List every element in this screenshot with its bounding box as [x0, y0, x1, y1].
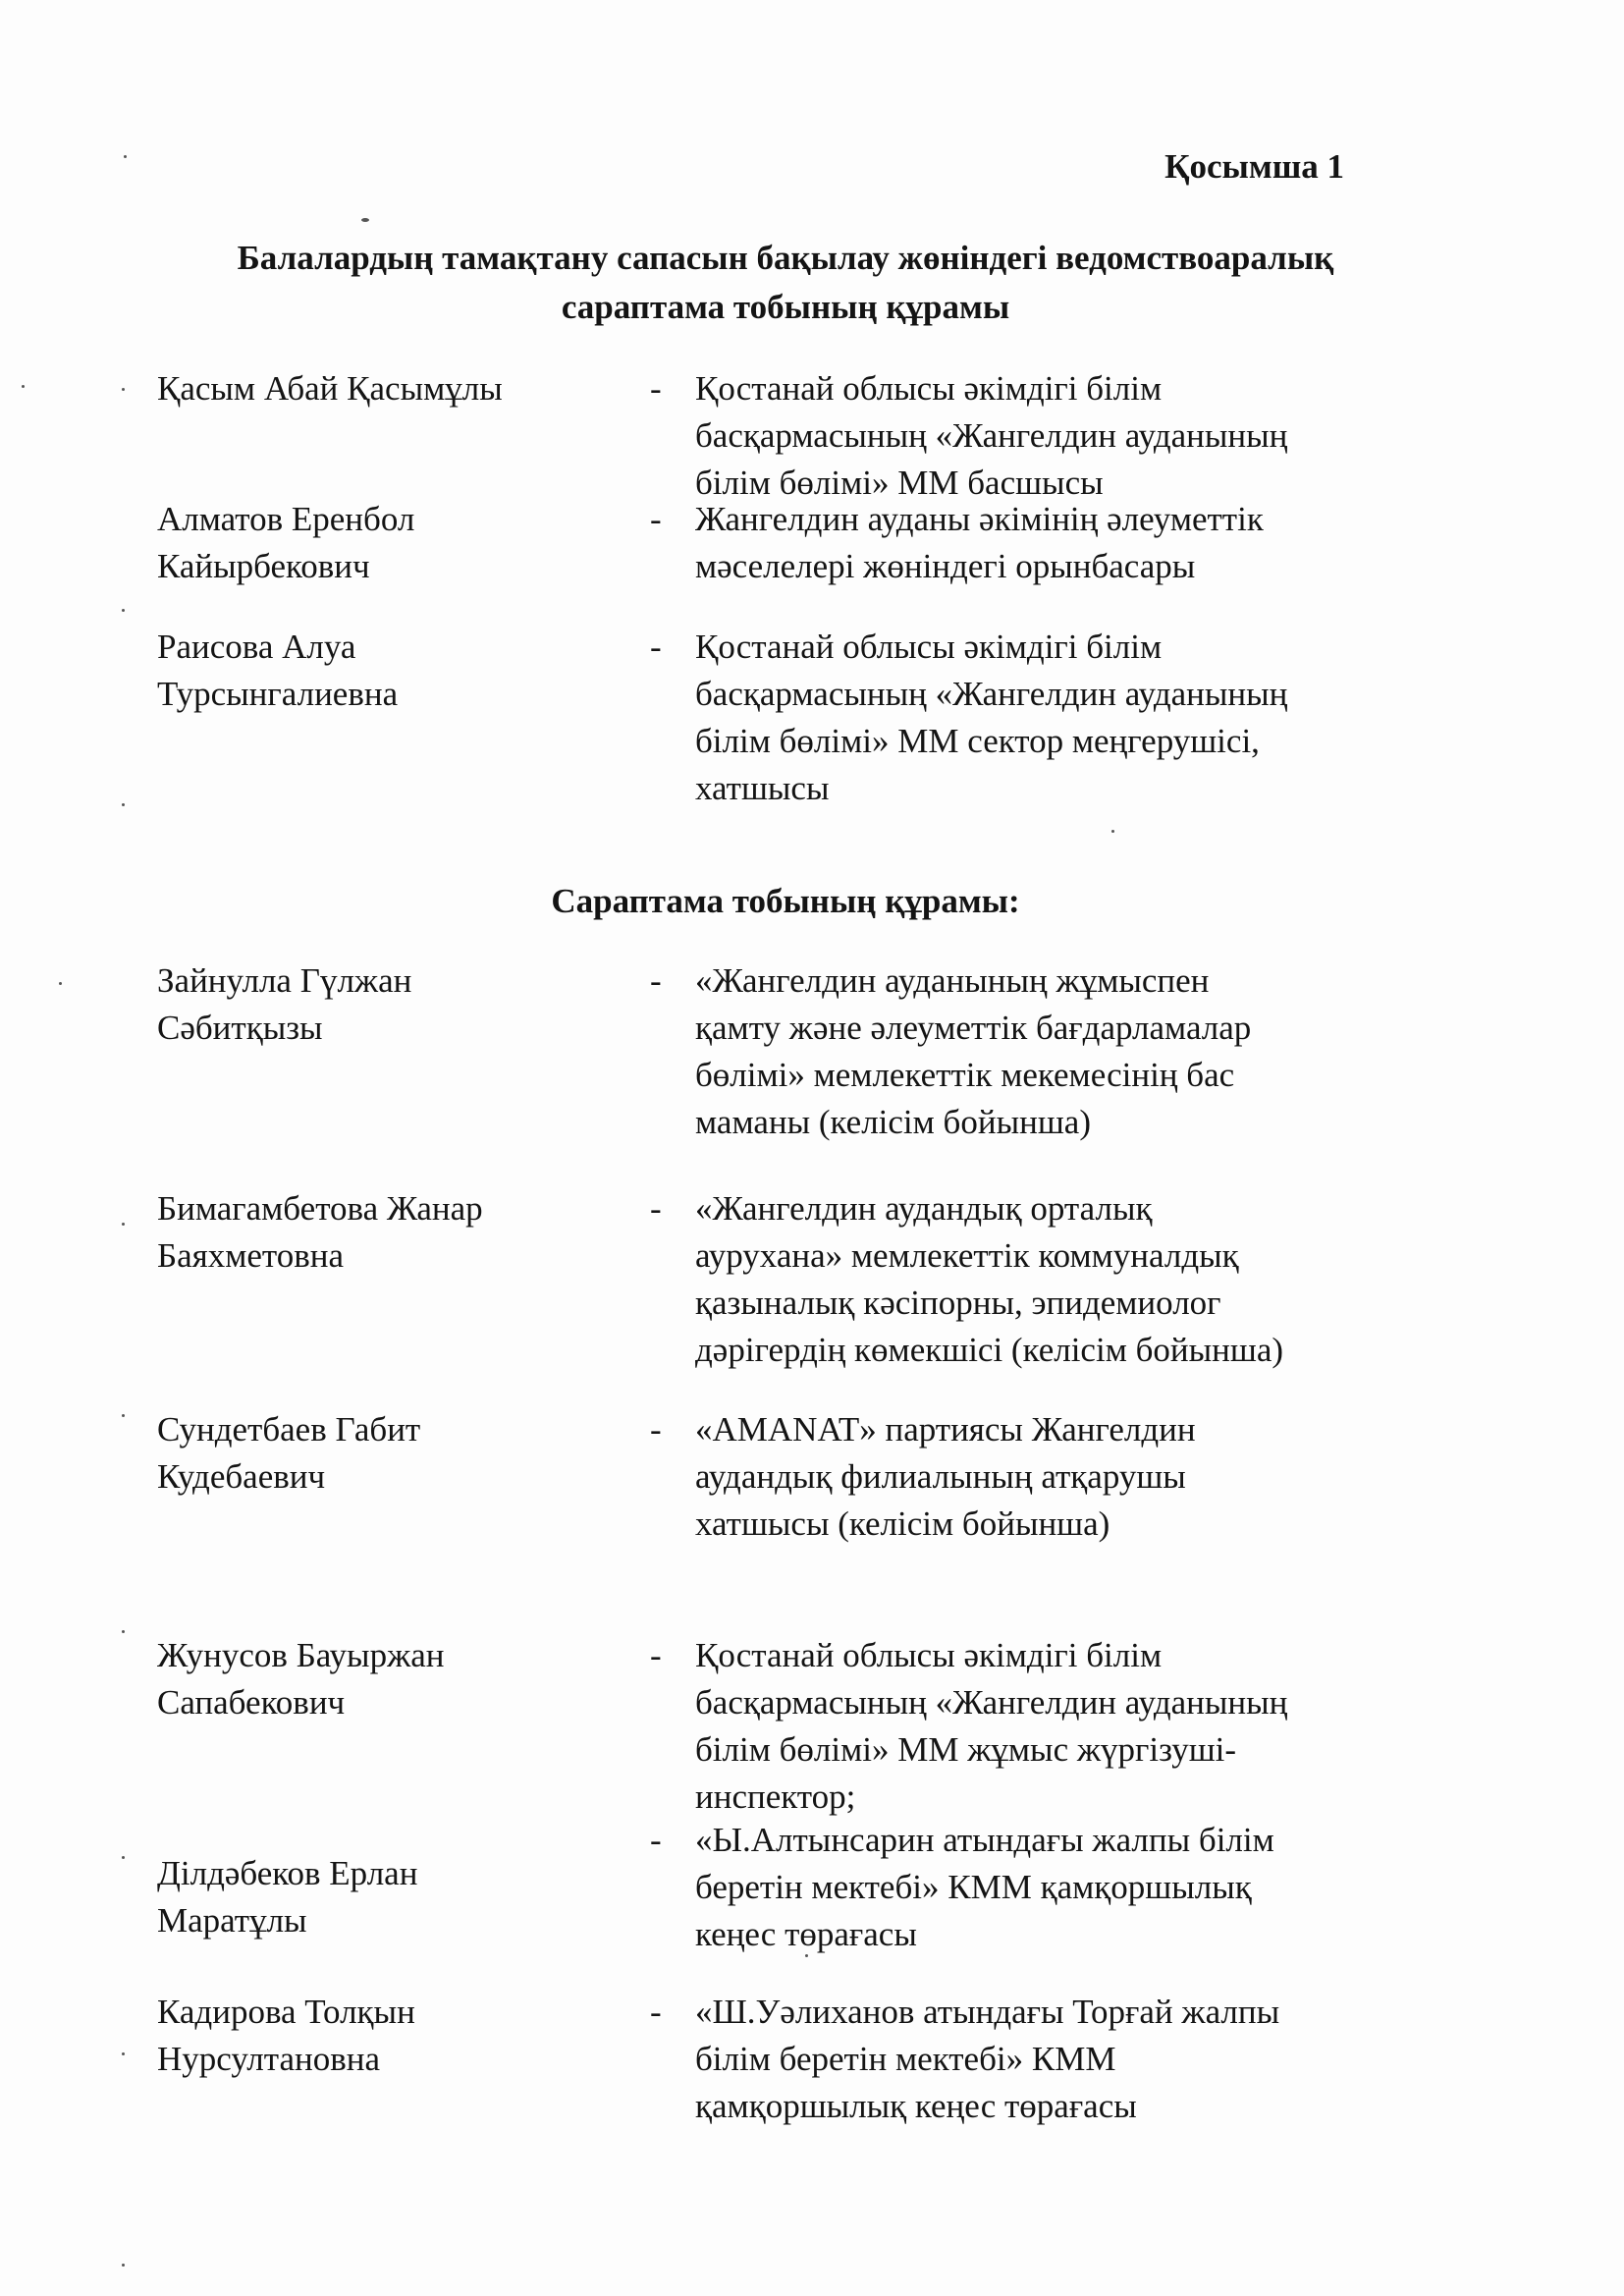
scan-speck — [122, 2264, 125, 2267]
separator-dash: - — [650, 628, 662, 666]
separator-dash: - — [650, 1821, 662, 1859]
person-position: Қостанай облысы әкімдігі білім басқармасының «Жангелдин ауданының білім бөлімі» ММ сектор меңгерушісі, хатшысы — [695, 628, 1288, 807]
person-name: Бимагамбетова Жанар Баяхметовна — [157, 1189, 483, 1275]
scan-speck — [1111, 830, 1114, 833]
scan-speck — [122, 2052, 125, 2055]
scan-speck — [122, 1223, 125, 1226]
person-name: Жунусов Бауыржан Сапабекович — [157, 1636, 445, 1722]
separator-dash: - — [650, 1189, 662, 1228]
scan-speck — [124, 155, 127, 158]
person-position: «Жангелдин аудандық орталық аурухана» мемлекеттік коммуналдық қазыналық кәсіпорны, эпидемиолог дәрігердің көмекшісі (келісім бойынша) — [695, 1189, 1284, 1369]
person-position: Қостанай облысы әкімдігі білім басқармасының «Жангелдин ауданының білім бөлімі» ММ жұмыс жүргізуші- инспектор; — [695, 1636, 1288, 1816]
person-name: Кадирова Толқын Нурсултановна — [157, 1993, 415, 2078]
scan-speck — [59, 982, 62, 985]
scan-speck — [122, 609, 125, 612]
members-heading: Сараптама тобының құрамы: — [551, 882, 1020, 920]
person-name: Қасым Абай Қасымұлы — [157, 369, 503, 408]
person-position: Жангелдин ауданы әкімінің әлеуметтік мәселелері жөніндегі орынбасары — [695, 500, 1264, 585]
separator-dash: - — [650, 500, 662, 538]
scan-speck — [122, 1630, 125, 1633]
separator-dash: - — [650, 1636, 662, 1674]
title-line: Балалардың тамақтану сапасын бақылау жөніндегі ведомствоаралық — [237, 239, 1334, 277]
scan-speck — [805, 1954, 808, 1957]
person-name: Раисова Алуа Турсынгалиевна — [157, 628, 399, 713]
person-position: «Ы.Алтынсарин атындағы жалпы білім беретін мектебі» КММ қамқоршылық кеңес төрағасы — [695, 1821, 1274, 1953]
scan-speck — [122, 1414, 125, 1417]
scan-speck — [22, 385, 25, 388]
scan-speck — [122, 388, 125, 391]
appendix-label: Қосымша 1 — [1164, 147, 1344, 186]
scan-speck — [361, 218, 369, 222]
scan-speck — [122, 1856, 125, 1859]
person-name: Зайнулла Гүлжан Сәбитқызы — [157, 961, 412, 1047]
person-position: «Жангелдин ауданының жұмыспен қамту және әлеуметтік бағдарламалар бөлімі» мемлекеттік мекемесінің бас маманы (келісім бойынша) — [695, 961, 1252, 1141]
separator-dash: - — [650, 369, 662, 408]
separator-dash: - — [650, 1993, 662, 2031]
person-position: «AMANAT» партиясы Жангелдин аудандық филиалының атқарушы хатшысы (келісім бойынша) — [695, 1410, 1196, 1543]
document-title — [157, 234, 1414, 332]
person-position: «Ш.Уәлиханов атындағы Торғай жалпы білім беретін мектебі» КММ қамқоршылық кеңес төрағасы — [695, 1993, 1280, 2125]
person-name: Ділдәбеков Ерлан Маратұлы — [157, 1854, 418, 1940]
title-line: сараптама тобының құрамы — [561, 288, 1010, 326]
person-name: Сундетбаев Габит Кудебаевич — [157, 1410, 421, 1496]
separator-dash: - — [650, 961, 662, 1000]
scan-speck — [122, 803, 125, 806]
person-name: Алматов Еренбол Кайырбекович — [157, 500, 415, 585]
separator-dash: - — [650, 1410, 662, 1449]
person-position: Қостанай облысы әкімдігі білім басқармасының «Жангелдин ауданының білім бөлімі» ММ басшысы — [695, 369, 1288, 502]
